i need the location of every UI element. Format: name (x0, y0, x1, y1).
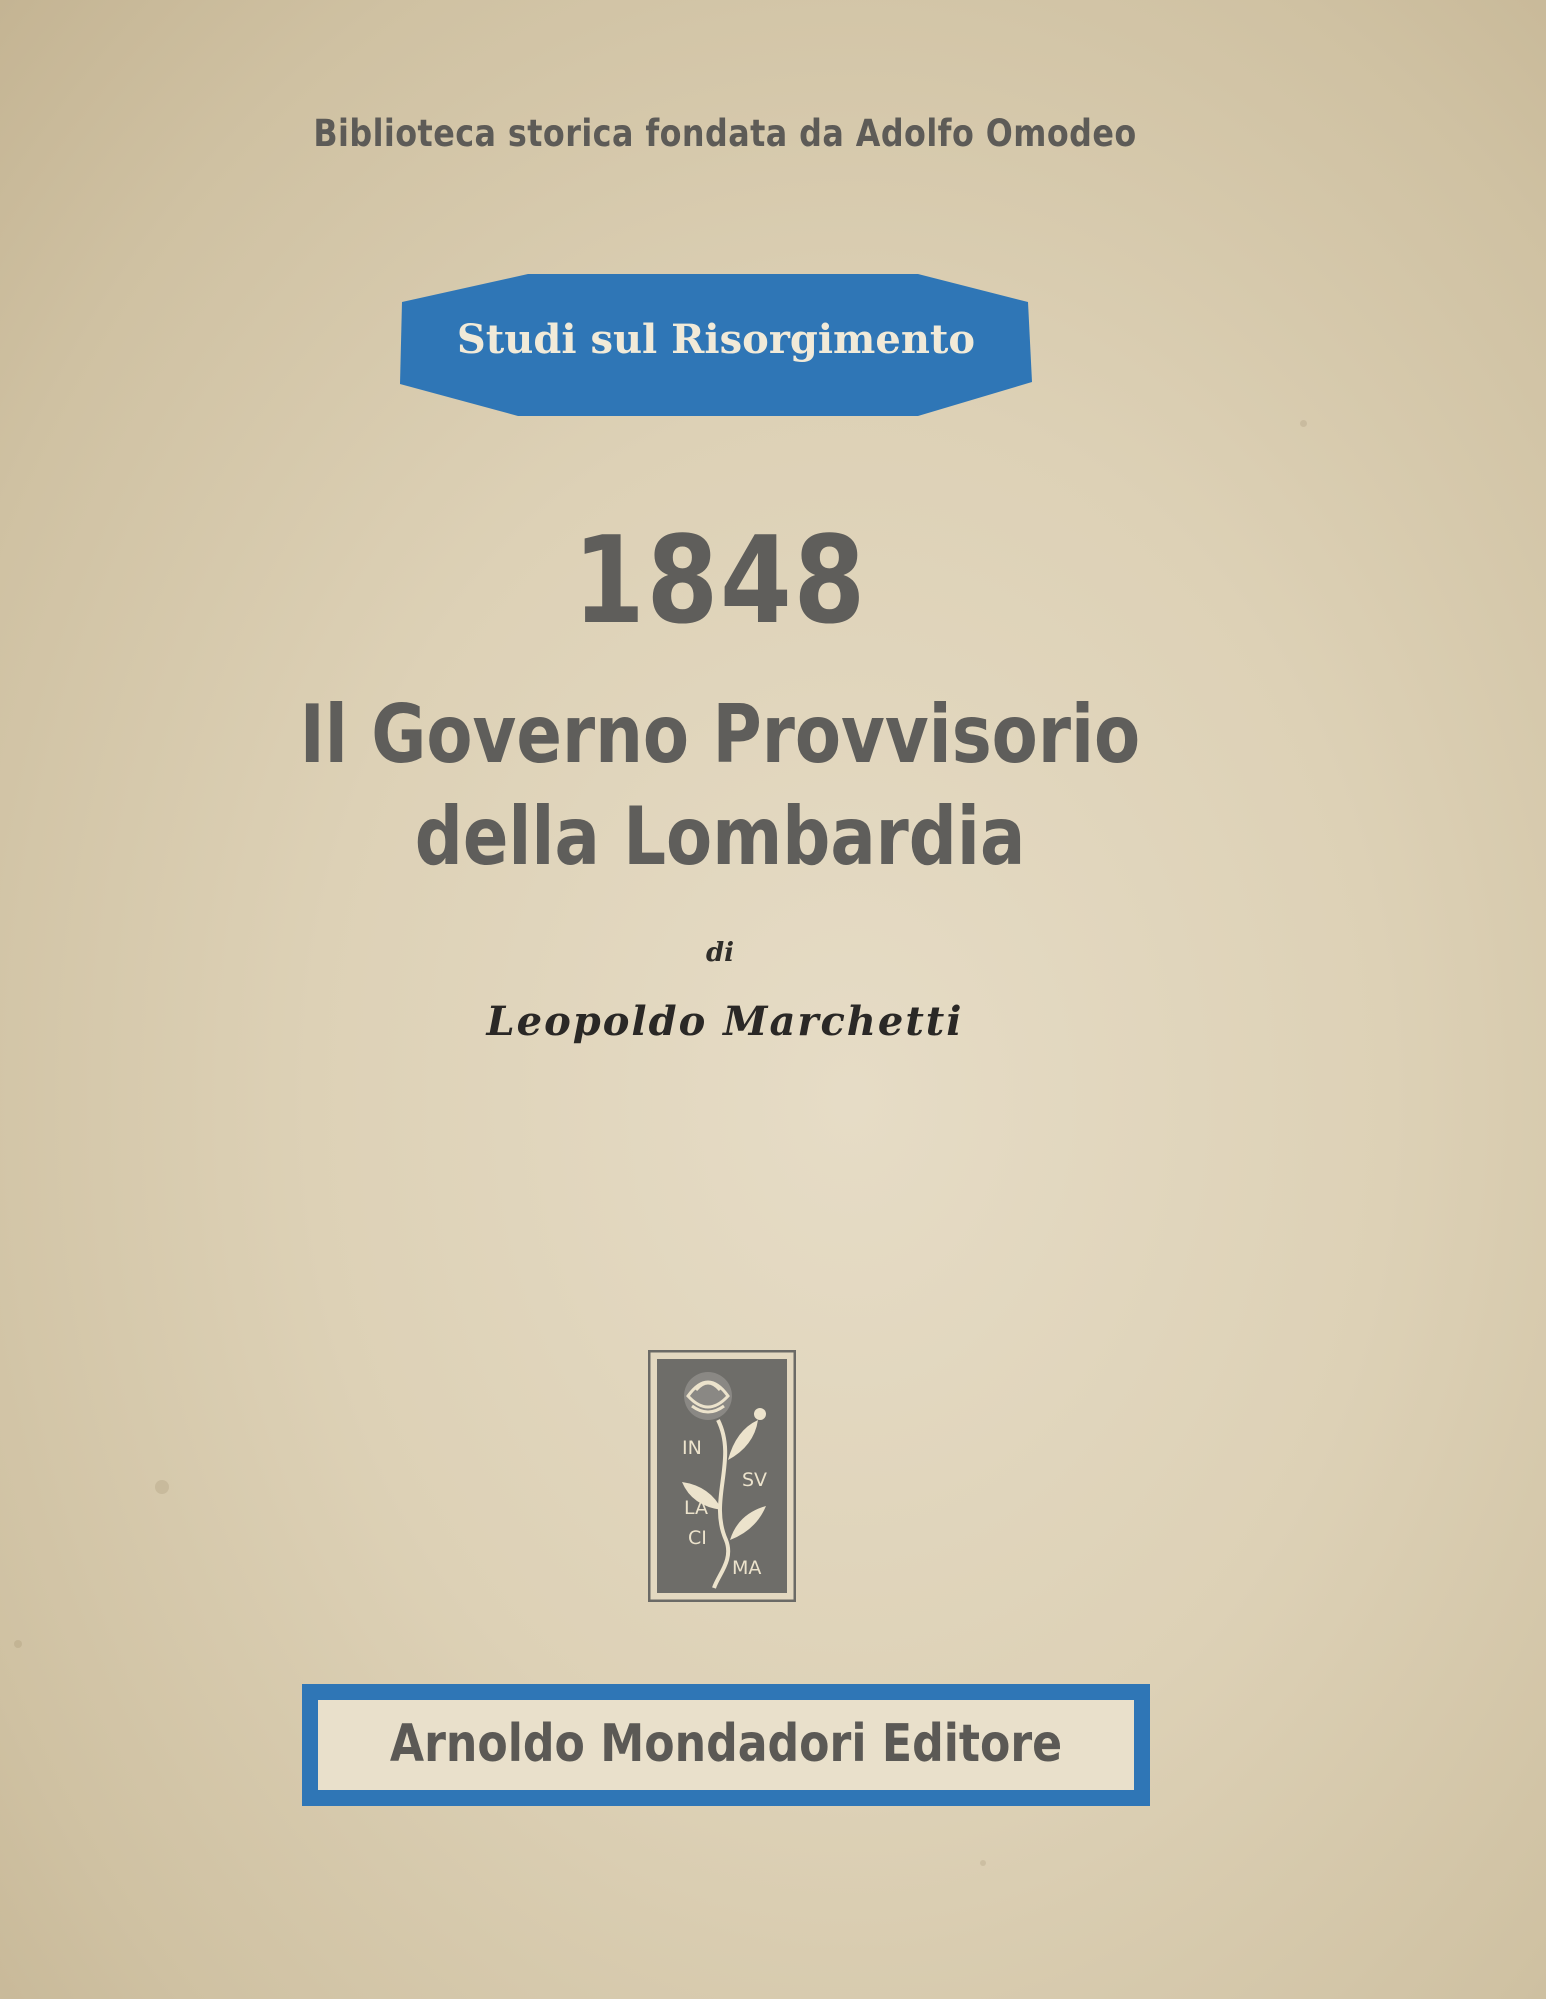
emblem-motto-5: MA (732, 1557, 762, 1579)
emblem-motto-2: SV (742, 1469, 768, 1491)
by-label: di (705, 938, 735, 968)
emblem-motto-4: CI (688, 1527, 707, 1549)
emblem-motto-3: LA (684, 1497, 709, 1519)
rose-emblem-icon (648, 1350, 796, 1602)
author-name: Leopoldo Marchetti (486, 998, 964, 1045)
series-line: Biblioteca storica fondata da Adolfo Omodeo (313, 112, 1137, 155)
publisher-panel (318, 1700, 1134, 1790)
banner-label: Studi sul Risorgimento (456, 316, 976, 363)
title-line-2: della Lombardia (414, 790, 1026, 883)
publisher-frame (302, 1684, 1150, 1806)
title-line-1: Il Governo Provvisorio (299, 688, 1141, 781)
publisher-name: Arnoldo Mondadori Editore (389, 1714, 1063, 1774)
series-banner (398, 272, 1034, 418)
title-year: 1848 (572, 512, 868, 651)
emblem-motto-1: IN (682, 1437, 702, 1459)
